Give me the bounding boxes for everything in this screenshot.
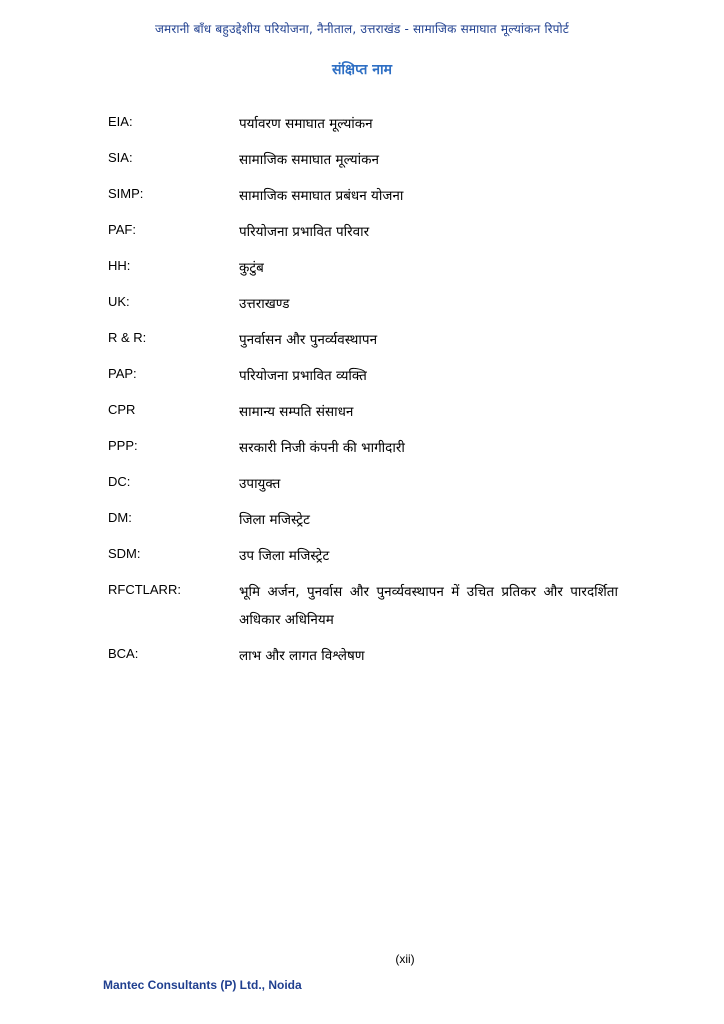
abbreviation-row	[108, 290, 618, 318]
abbreviation-term: R & R:	[108, 330, 147, 345]
abbreviation-term: SIA:	[108, 150, 133, 165]
abbreviation-term: EIA:	[108, 114, 133, 129]
abbreviation-row	[108, 182, 618, 210]
abbreviation-term: RFCTLARR:	[108, 582, 181, 597]
abbreviation-term: PPP:	[108, 438, 138, 453]
abbreviation-row	[108, 542, 618, 570]
abbreviation-term: DM:	[108, 510, 132, 525]
abbreviation-term: SIMP:	[108, 186, 144, 201]
abbreviation-row	[108, 362, 618, 390]
abbreviation-definition: भूमि अर्जन, पुनर्वास और पुनर्व्यवस्थापन में उचित प्रतिकर और पारदर्शिता अधिकार अधिनियम	[239, 584, 618, 628]
abbreviation-term: DC:	[108, 474, 131, 489]
abbreviation-term: BCA:	[108, 646, 139, 661]
page-title: संक्षिप्त नाम	[331, 62, 393, 78]
abbreviation-term: PAF:	[108, 222, 136, 237]
abbreviation-row	[108, 506, 618, 534]
abbreviation-term: SDM:	[108, 546, 141, 561]
abbreviation-row	[108, 326, 618, 354]
running-header: जमरानी बाँध बहुउद्देशीय परियोजना, नैनीताल, उत्तराखंड - सामाजिक समाघात मूल्यांकन रिपोर्ट	[154, 22, 570, 36]
abbreviation-term: UK:	[108, 294, 130, 309]
abbreviation-definition: कुटुंब	[239, 260, 264, 276]
abbreviation-row	[108, 470, 618, 498]
page-number: (xii)	[395, 952, 415, 966]
abbreviation-definition: सामान्य सम्पति संसाधन	[239, 404, 354, 420]
abbreviation-definition: जिला मजिस्ट्रेट	[239, 512, 310, 528]
abbreviation-definition: पर्यावरण समाघात मूल्यांकन	[239, 116, 373, 132]
abbreviation-definition: सामाजिक समाघात मूल्यांकन	[239, 152, 379, 168]
abbreviation-definition: परियोजना प्रभावित व्यक्ति	[239, 368, 367, 384]
abbreviation-row	[108, 578, 618, 634]
abbreviation-row	[108, 398, 618, 426]
abbreviation-row	[108, 434, 618, 462]
abbreviation-row	[108, 110, 618, 138]
abbreviation-definition: उपायुक्त	[239, 476, 281, 492]
abbreviation-definition: परियोजना प्रभावित परिवार	[239, 224, 370, 240]
abbreviation-definition: सामाजिक समाघात प्रबंधन योजना	[239, 188, 404, 204]
abbreviation-definition: सरकारी निजी कंपनी की भागीदारी	[239, 440, 405, 456]
abbreviation-list	[108, 110, 618, 678]
abbreviation-term: HH:	[108, 258, 131, 273]
abbreviation-row	[108, 218, 618, 246]
abbreviation-term: PAP:	[108, 366, 137, 381]
abbreviation-row	[108, 642, 618, 670]
abbreviation-definition: उप जिला मजिस्ट्रेट	[239, 548, 330, 564]
abbreviation-definition: पुनर्वासन और पुनर्व्यवस्थापन	[239, 332, 378, 348]
abbreviation-definition: उत्तराखण्ड	[239, 296, 290, 312]
abbreviation-term: CPR	[108, 402, 136, 417]
abbreviation-row	[108, 254, 618, 282]
footer-company: Mantec Consultants (P) Ltd., Noida	[103, 978, 302, 992]
abbreviation-definition: लाभ और लागत विश्लेषण	[239, 648, 365, 664]
abbreviation-row	[108, 146, 618, 174]
